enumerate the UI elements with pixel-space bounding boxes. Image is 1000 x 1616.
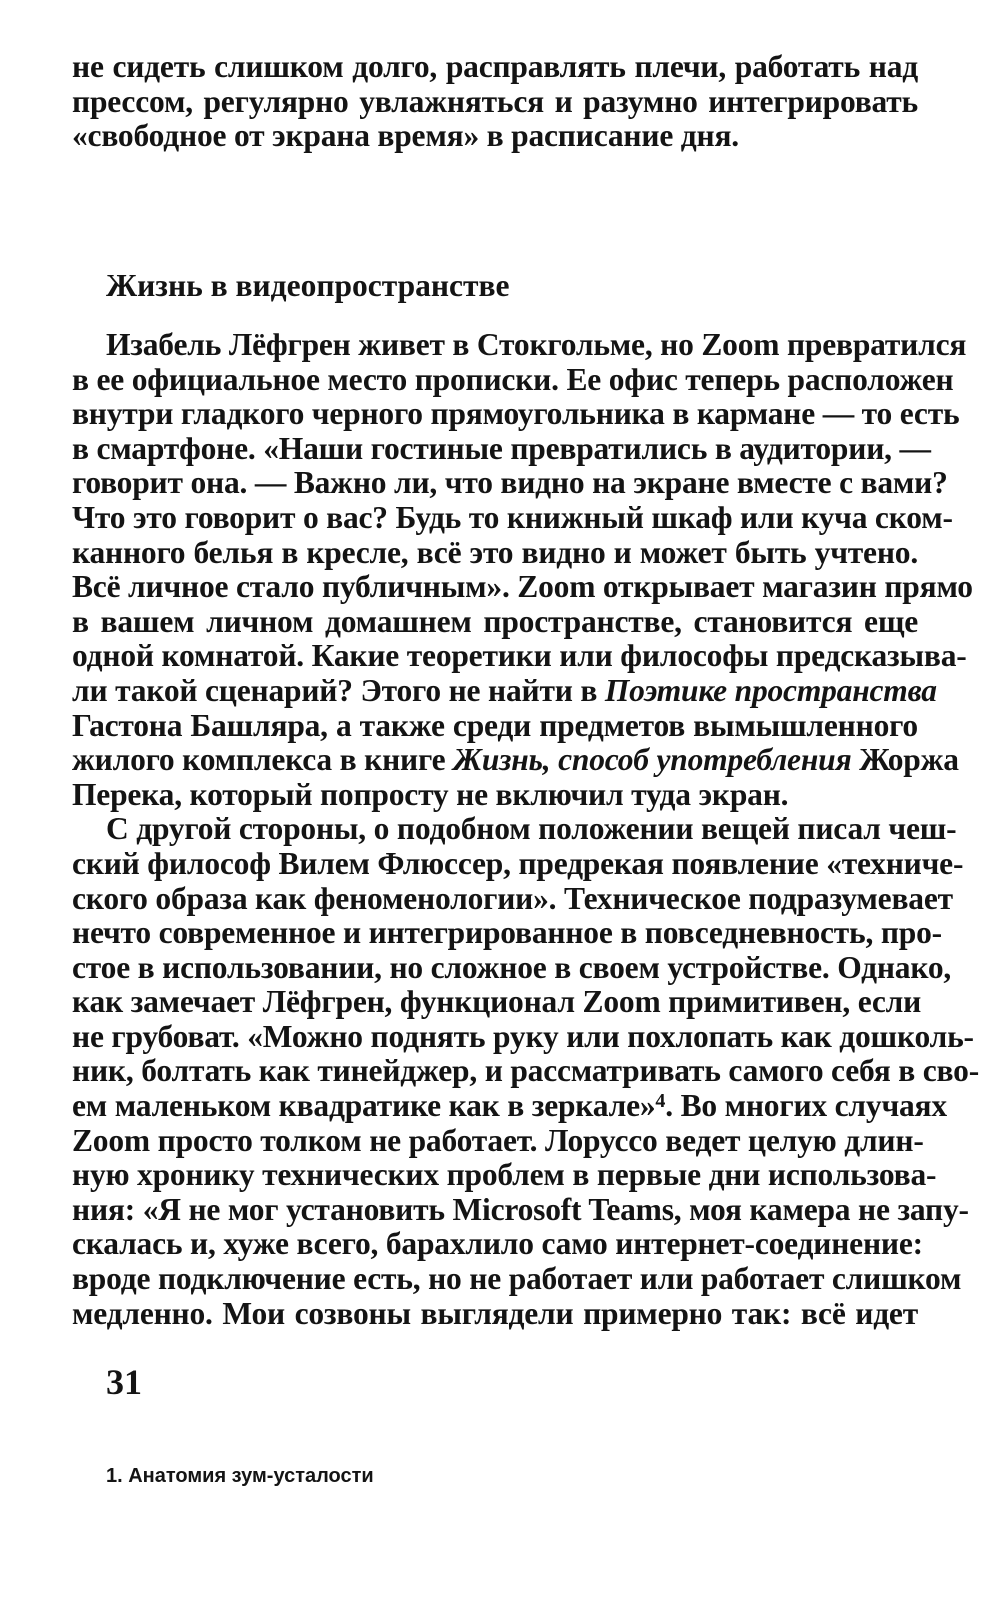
text-line: нечто современное и интегрированное в повседневность, про- [72, 915, 942, 951]
text-line: в вашем личном домашнем пространстве, становится еще [72, 603, 918, 639]
text-line: одной комнатой. Какие теоретики или философы предсказыва- [72, 638, 967, 674]
footnote-marker[interactable]: 4 [655, 1090, 666, 1113]
text-line: С другой стороны, о подобном положении вещей писал чеш- [106, 811, 957, 847]
text-line: Изабель Лёфгрен живет в Стокгольме, но Zoom превратился [106, 327, 967, 362]
text-run: ем маленьком квадратике как в зеркале» [72, 1088, 656, 1124]
text-line: в смартфоне. «Наши гостиные превратились в аудитории, — [72, 430, 931, 466]
text-line [72, 742, 959, 778]
text-line: Перека, который попросту не включил туда экран. [72, 776, 789, 812]
text-line: «свободное от экрана время» в расписание дня. [72, 118, 739, 154]
section-heading: Жизнь в видеопространстве [106, 268, 510, 303]
text-line: в ее официальное место прописки. Ее офис теперь расположен [72, 361, 954, 397]
text-line: ную хронику технических проблем в первые дни использова- [72, 1157, 937, 1193]
text-line: говорит она. — Важно ли, что видно на экране вместе с вами? [72, 465, 948, 501]
body-text [72, 327, 979, 1331]
text-line: не грубоват. «Можно поднять руку или похлопать как дошколь- [72, 1018, 974, 1054]
page-number: 31 [106, 1362, 142, 1402]
text-line: скалась и, хуже всего, барахлило само интернет-соединение: [72, 1226, 923, 1262]
text-line: вроде подключение есть, но не работает или работает слишком [72, 1261, 962, 1297]
text-line: не сидеть слишком долго, расправлять плечи, работать над [72, 49, 918, 84]
text-line: прессом, регулярно увлажняться и разумно интегрировать [72, 83, 918, 119]
text-line: стое в использовании, но сложное в своем устройстве. Однако, [72, 949, 952, 985]
text-run: . Во многих случаях [665, 1088, 947, 1124]
text-line: Что это говорит о вас? Будь то книжный шкаф или куча ском- [72, 499, 953, 535]
text-line: Всё личное стало публичным». Zoom открывает магазин прямо [72, 569, 973, 605]
book-title: Поэтике пространства [604, 672, 937, 708]
text-line [72, 1088, 947, 1124]
text-line: внутри гладкого черного прямоугольника в кармане — то есть [72, 396, 960, 432]
text-line: как замечает Лёфгрен, функционал Zoom примитивен, если [72, 984, 922, 1020]
book-title: Жизнь, способ употребления [453, 742, 852, 778]
paragraph-1 [72, 327, 973, 812]
text-line: ния: «Я не мог установить Microsoft Teams, моя камера не запу- [72, 1191, 969, 1227]
text-run: Жоржа [851, 742, 959, 778]
text-line: Zoom просто толком не работает. Лоруссо ведет целую длин- [72, 1122, 924, 1158]
text-run: ли такой сценарий? Этого не найти в [72, 672, 605, 708]
text-run: жилого комплекса в книге [72, 742, 454, 778]
paragraph-2 [72, 811, 979, 1331]
text-line: ский философ Вилем Флюссер, предрекая появление «техниче- [72, 845, 964, 881]
text-line [72, 672, 937, 709]
text-line: канного белья в кресле, всё это видно и может быть учтено. [72, 534, 918, 570]
text-line: ского образа как феноменологии». Техническое подразумевает [72, 880, 953, 916]
text-line: Гастона Башляра, а также среди предметов вымышленного [72, 707, 918, 743]
top-paragraph [72, 50, 918, 154]
text-line: ник, болтать как тинейджер, и рассматривать самого себя в сво- [72, 1053, 979, 1089]
text-line: медленно. Мои созвоны выглядели примерно так: всё идет [72, 1295, 918, 1331]
running-footer: 1. Анатомия зум-усталости [106, 1465, 374, 1487]
